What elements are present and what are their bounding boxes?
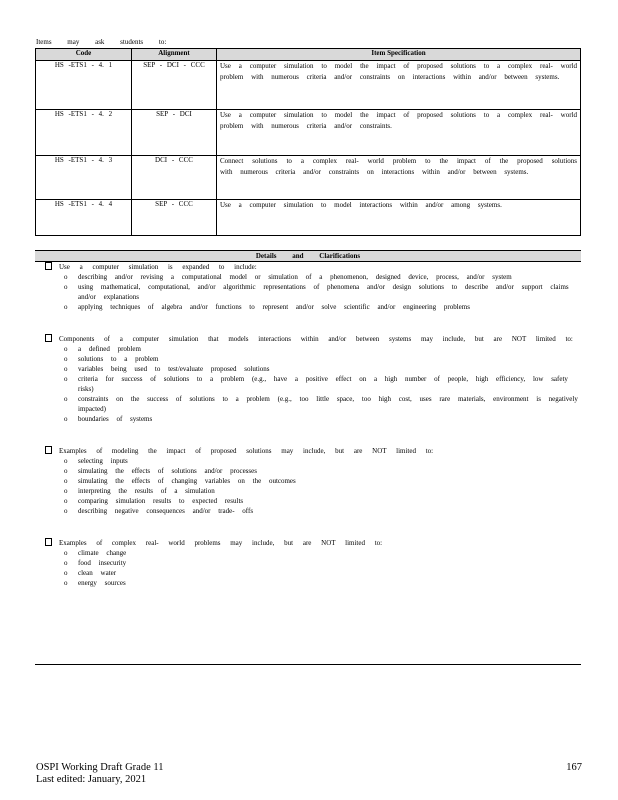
row-alignment: DCI - CCC: [132, 156, 217, 200]
circle-bullet-icon: o: [64, 273, 68, 281]
list-item: o describing negative consequences and/or trade- offs: [64, 507, 254, 515]
circle-bullet-icon: o: [64, 549, 68, 557]
list-item: o describing and/or revising a computational model or simulation of a phenomenon, designed device, process, and/or system: [64, 273, 512, 281]
circle-bullet-icon: o: [64, 395, 68, 403]
list-item: o criteria for success of solutions to a problem (e.g., have a positive effect on a high number of people, high efficiency, low safety risks): [64, 375, 568, 393]
list-item: o boundaries of systems: [64, 415, 153, 423]
list-item: o energy sources: [64, 579, 126, 587]
details-lead: Examples of complex real- world problems may include, but are NOT limited to:: [59, 539, 383, 547]
circle-bullet-icon: o: [64, 569, 68, 577]
checkbox-bullet-icon: [45, 538, 52, 546]
sub-list: [59, 456, 581, 516]
list-item: o selecting inputs: [64, 457, 128, 465]
header-alignment: Alignment: [132, 49, 217, 61]
page-footer: [36, 762, 163, 786]
details-lead: Examples of modeling the impact of proposed solutions may include, but are NOT limited to:: [59, 447, 434, 455]
circle-bullet-icon: o: [64, 497, 68, 505]
details-block: [35, 262, 581, 312]
details-lead: Use a computer simulation is expanded to include:: [59, 263, 257, 271]
row-code: HS -ETS1 - 4. 2: [36, 110, 132, 156]
item-specification-table: [35, 48, 581, 236]
intro-text: Items may ask students to:: [36, 38, 167, 46]
table-row: [36, 156, 581, 200]
list-item: o comparing simulation results to expected results: [64, 497, 244, 505]
details-block: [35, 334, 581, 424]
circle-bullet-icon: o: [64, 477, 68, 485]
row-alignment: SEP - DCI: [132, 110, 217, 156]
circle-bullet-icon: o: [64, 415, 68, 423]
row-alignment: SEP - CCC: [132, 200, 217, 236]
list-item: o simulating the effects of changing variables on the outcomes: [64, 477, 296, 485]
details-section: [35, 262, 581, 610]
list-item: o simulating the effects of solutions and/or processes: [64, 467, 257, 475]
checkbox-bullet-icon: [45, 446, 52, 454]
circle-bullet-icon: o: [64, 467, 68, 475]
row-specification: Connect solutions to a complex real- world problem to the impact of the proposed solutions with numerous criteria and/or constraints on interactions within and/or between systems.: [217, 156, 581, 200]
circle-bullet-icon: o: [64, 283, 68, 291]
list-item: o interpreting the results of a simulation: [64, 487, 215, 495]
circle-bullet-icon: o: [64, 375, 68, 383]
checkbox-bullet-icon: [45, 262, 52, 270]
row-code: HS -ETS1 - 4. 1: [36, 61, 132, 110]
header-code: Code: [36, 49, 132, 61]
row-specification: Use a computer simulation to model the impact of proposed solutions to a complex real- world problem with numerous criteria and/or constraints on interactions within and/or between systems.: [217, 61, 581, 110]
circle-bullet-icon: o: [64, 559, 68, 567]
list-item: o climate change: [64, 549, 127, 557]
details-block: [35, 446, 581, 516]
table-row: [36, 61, 581, 110]
list-item: o food insecurity: [64, 559, 127, 567]
circle-bullet-icon: o: [64, 345, 68, 353]
details-lead: Components of a computer simulation that models interactions within and/or between systems may include, but are NOT limited to:: [59, 335, 573, 343]
row-alignment: SEP - DCI - CCC: [132, 61, 217, 110]
row-code: HS -ETS1 - 4. 3: [36, 156, 132, 200]
list-item: o a defined problem: [64, 345, 141, 353]
circle-bullet-icon: o: [64, 355, 68, 363]
circle-bullet-icon: o: [64, 365, 68, 373]
row-code: HS -ETS1 - 4. 4: [36, 200, 132, 236]
table-header-row: [36, 49, 581, 61]
list-item: o applying techniques of algebra and/or functions to represent and/or solve scientific and/or engineering problems: [64, 303, 470, 311]
row-specification: Use a computer simulation to model interactions within and/or among systems.: [217, 200, 581, 236]
circle-bullet-icon: o: [64, 457, 68, 465]
list-item: o variables being used to test/evaluate proposed solutions: [64, 365, 270, 373]
circle-bullet-icon: o: [64, 487, 68, 495]
list-item: o using mathematical, computational, and/or algorithmic representations of phenomena and/or design solutions to describe and/or support claims and/or explanations: [64, 283, 569, 301]
section-divider: [35, 664, 581, 665]
list-item: o constraints on the success of solutions to a problem (e.g., too little space, too high cost, uses rare materials, environment is negatively impacted): [64, 395, 578, 413]
checkbox-bullet-icon: [45, 334, 52, 342]
sub-list: [59, 344, 581, 424]
header-item-specification: Item Specification: [217, 49, 581, 61]
circle-bullet-icon: o: [64, 579, 68, 587]
table-row: [36, 200, 581, 236]
circle-bullet-icon: o: [64, 303, 68, 311]
sub-list: [59, 548, 581, 588]
details-block: [35, 538, 581, 588]
row-specification: Use a computer simulation to model the impact of proposed solutions to a complex real- world problem with numerous criteria and/or constraints.: [217, 110, 581, 156]
footer-last-edited: Last edited: January, 2021: [36, 774, 147, 785]
list-item: o clean water: [64, 569, 117, 577]
table-row: [36, 110, 581, 156]
circle-bullet-icon: o: [64, 507, 68, 515]
page-number: 167: [566, 762, 582, 773]
sub-list: [59, 272, 581, 312]
list-item: o solutions to a problem: [64, 355, 159, 363]
footer-document-title: OSPI Working Draft Grade 11: [36, 762, 164, 773]
details-header: Details and Clarifications: [35, 250, 581, 262]
